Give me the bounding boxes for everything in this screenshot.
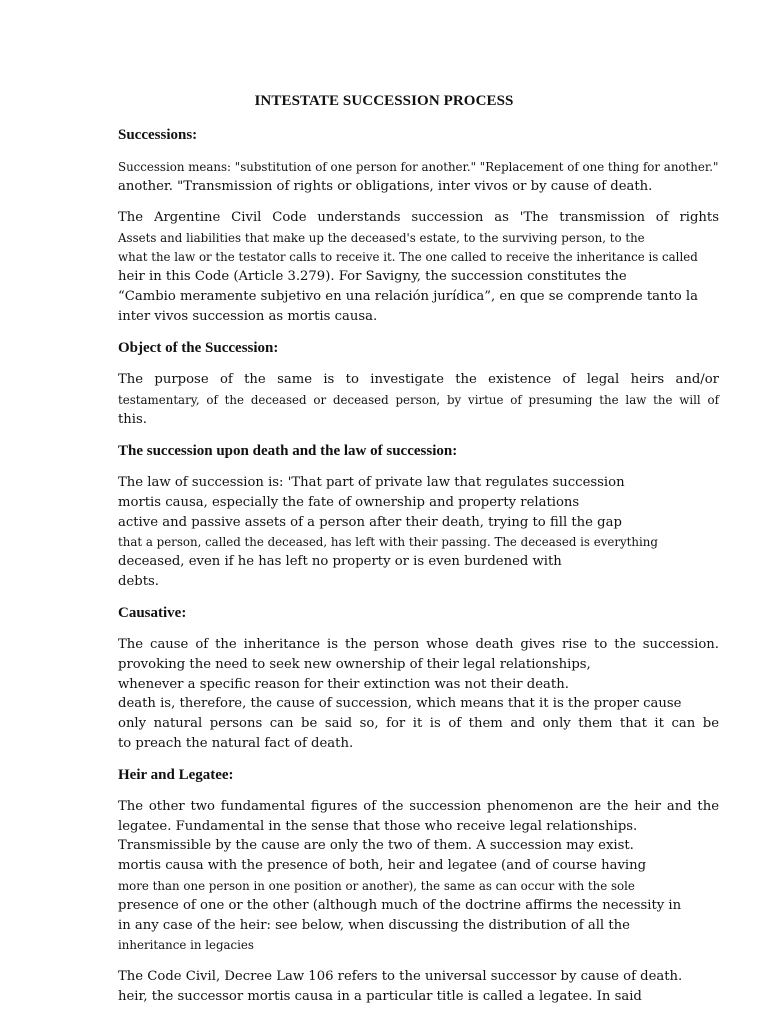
- paragraph-line: only natural persons can be said so, for it is of them and only them that it can be: [118, 716, 719, 731]
- paragraph-line: heir in this Code (Article 3.279). For Savigny, the succession constitutes the: [118, 269, 627, 284]
- paragraph-line: mortis causa with the presence of both, heir and legatee (and of course having: [118, 858, 647, 873]
- paragraph-line: presence of one or the other (although much of the doctrine affirms the necessity in: [118, 898, 682, 913]
- paragraph-line: to preach the natural fact of death.: [118, 736, 354, 751]
- paragraph-line: another. "Transmission of rights or obligations, inter vivos or by cause of death.: [118, 179, 653, 194]
- paragraph-line: more than one person in one position or another), the same as can occur with the sole: [118, 879, 635, 893]
- paragraph-line: Transmissible by the cause are only the two of them. A succession may exist.: [118, 838, 634, 853]
- paragraph-line: The Argentine Civil Code understands succession as 'The transmission of rights: [118, 210, 719, 225]
- section-heading-heir-and-legatee: Heir and Legatee:: [118, 767, 234, 783]
- paragraph-line: active and passive assets of a person after their death, trying to fill the gap: [118, 515, 622, 530]
- paragraph-line: death is, therefore, the cause of succession, which means that it is the proper cause: [118, 696, 682, 711]
- paragraph-line: Assets and liabilities that make up the deceased's estate, to the surviving person, to the: [118, 231, 645, 245]
- paragraph-line: “Cambio meramente subjetivo en una relación jurídica”, en que se comprende tanto la: [118, 289, 699, 304]
- paragraph-line: in any case of the heir: see below, when discussing the distribution of all the: [118, 918, 630, 933]
- paragraph-line: The Code Civil, Decree Law 106 refers to the universal successor by cause of death.: [118, 969, 683, 984]
- paragraph-line: inter vivos succession as mortis causa.: [118, 309, 378, 324]
- paragraph-line: The cause of the inheritance is the person whose death gives rise to the succession.: [118, 637, 719, 652]
- paragraph-line: what the law or the testator calls to receive it. The one called to receive the inheritance is called: [118, 250, 698, 264]
- paragraph-line: provoking the need to seek new ownership of their legal relationships,: [118, 657, 591, 672]
- paragraph-line: testamentary, of the deceased or deceased person, by virtue of presuming the law the will of: [118, 393, 719, 407]
- paragraph-line: this.: [118, 412, 147, 427]
- paragraph-line: The other two fundamental figures of the succession phenomenon are the heir and the: [118, 799, 719, 814]
- paragraph-line: whenever a specific reason for their extinction was not their death.: [118, 677, 569, 692]
- section-heading-causative: Causative:: [118, 605, 187, 621]
- section-heading-object: Object of the Succession:: [118, 340, 279, 356]
- paragraph-line: deceased, even if he has left no property or is even burdened with: [118, 554, 562, 569]
- paragraph-line: The purpose of the same is to investigate the existence of legal heirs and/or: [118, 372, 719, 387]
- paragraph-line: that a person, called the deceased, has left with their passing. The deceased is everything: [118, 535, 658, 549]
- paragraph-line: The law of succession is: 'That part of private law that regulates succession: [118, 475, 625, 490]
- paragraph-line: inheritance in legacies: [118, 938, 254, 952]
- paragraph-line: heir, the successor mortis causa in a particular title is called a legatee. In said: [118, 989, 642, 1004]
- paragraph-line: debts.: [118, 574, 159, 589]
- paragraph-line: mortis causa, especially the fate of ownership and property relations: [118, 495, 580, 510]
- paragraph-line: legatee. Fundamental in the sense that those who receive legal relationships.: [118, 819, 638, 834]
- section-heading-law-of-succession: The succession upon death and the law of succession:: [118, 443, 458, 459]
- document-title: INTESTATE SUCCESSION PROCESS: [254, 93, 514, 109]
- paragraph-line: Succession means: "substitution of one person for another." "Replacement of one thing for another.": [118, 160, 719, 174]
- section-heading-successions: Successions:: [118, 127, 198, 143]
